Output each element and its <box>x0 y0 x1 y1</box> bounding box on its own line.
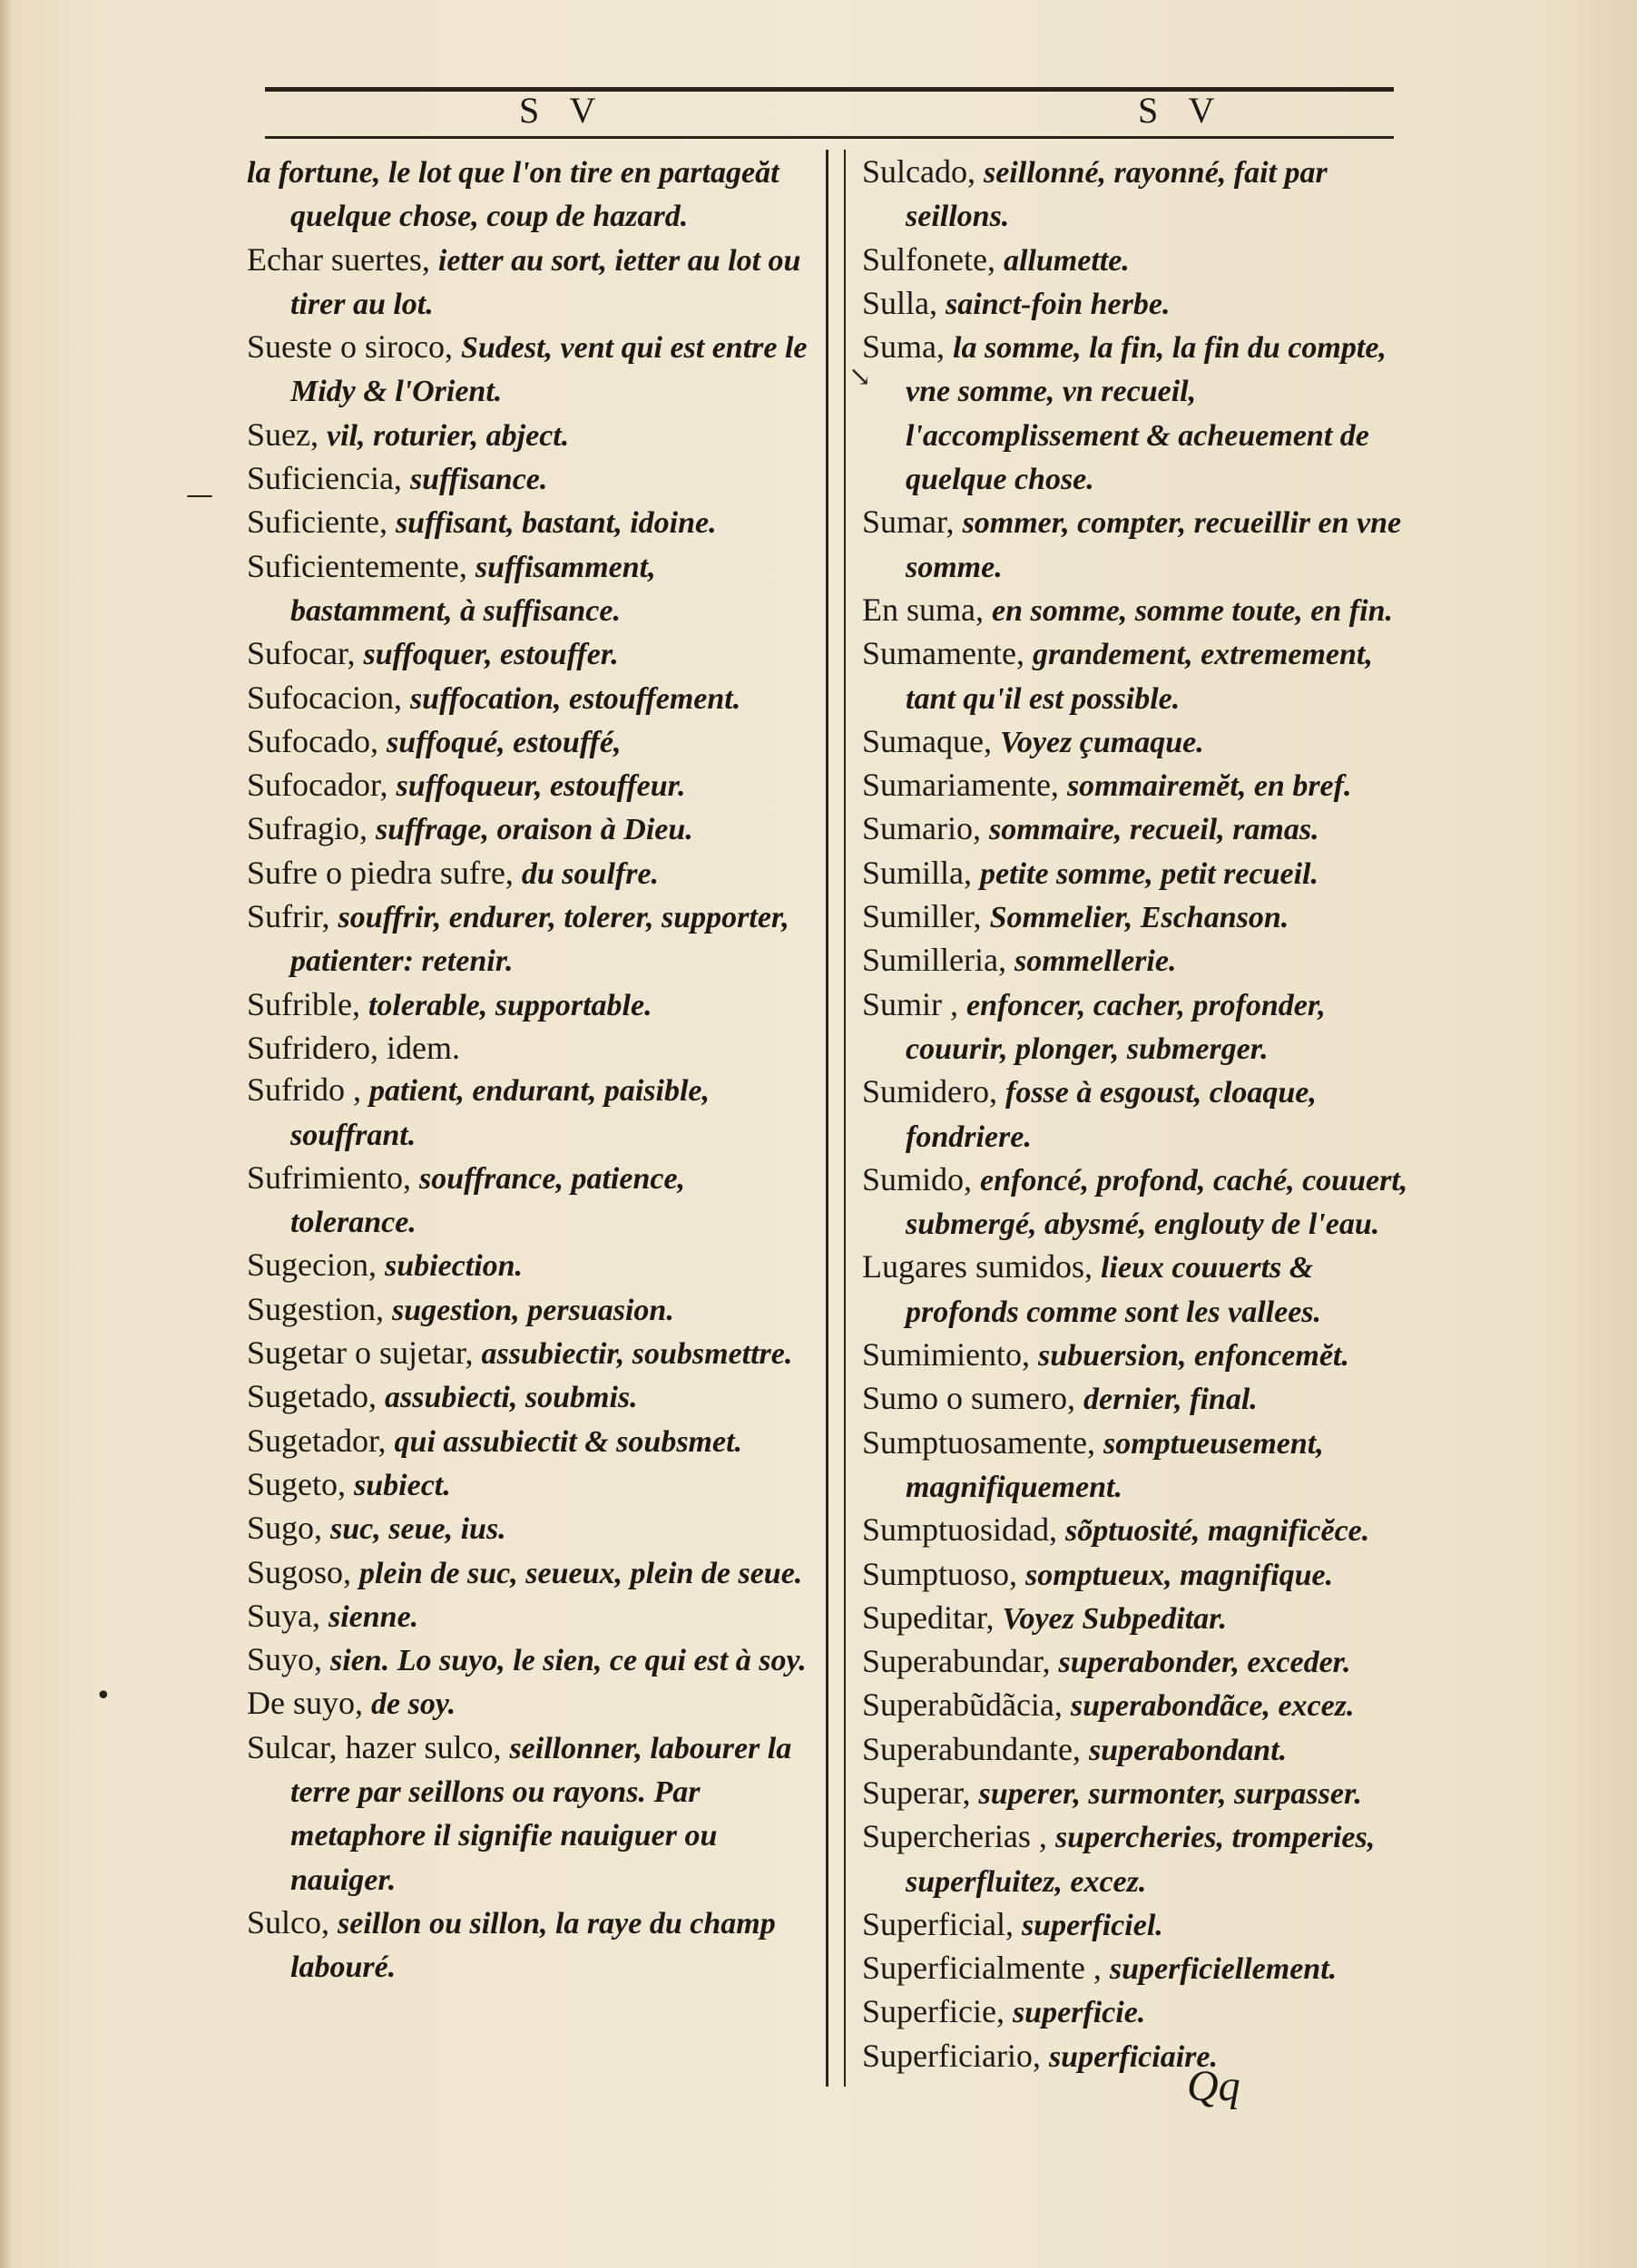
entry-headword: Sumamente, <box>862 635 1024 672</box>
entry-gloss: souffrance, patience, tolerance. <box>290 1161 686 1240</box>
entry-gloss: enfoncer, cacher, profonder, couurir, plonger, submerger. <box>906 988 1326 1066</box>
entry-gloss: sienne. <box>328 1599 419 1634</box>
entry-gloss: assubiecti, soubmis. <box>384 1381 638 1415</box>
entry-headword: Superficialmente , <box>862 1950 1102 1987</box>
dictionary-entry <box>862 1903 1420 1947</box>
entry-headword: Suma, <box>862 328 946 366</box>
entry-gloss: de soy. <box>371 1687 456 1722</box>
entry-headword: Sumilla, <box>862 854 973 891</box>
entry-gloss: plein de suc, seueux, plein de seue. <box>359 1556 803 1590</box>
dictionary-entry <box>247 1027 809 1069</box>
entry-gloss: suc, seue, ius. <box>330 1512 506 1547</box>
dictionary-entry <box>862 1334 1420 1377</box>
entry-gloss: Voyez Subpeditar. <box>1002 1601 1228 1636</box>
entry-gloss: seillonner, labourer la terre par seillons ou rayons. Par metaphore il signifie nauiguer ou nauiger. <box>290 1731 792 1897</box>
entry-headword: Sugetador, <box>247 1422 387 1459</box>
entry-gloss: superficiel. <box>1021 1908 1163 1942</box>
entry-headword: Sugecion, <box>247 1246 377 1284</box>
entry-headword: Sugestion, <box>247 1290 385 1327</box>
entry-headword: Sugetado, <box>247 1378 377 1415</box>
dictionary-entry <box>862 632 1420 720</box>
entry-headword: Suficiencia, <box>247 460 402 497</box>
dictionary-entry <box>247 677 809 720</box>
entry-headword: Sumar, <box>862 503 955 541</box>
running-head-left: S V <box>519 90 607 131</box>
entry-gloss: sommairemĕt, en bref. <box>1066 769 1352 804</box>
dictionary-entry <box>247 1595 809 1638</box>
entry-gloss: somptueux, magnifique. <box>1025 1558 1334 1592</box>
dictionary-entry <box>862 1597 1420 1640</box>
dictionary-entry <box>862 1509 1420 1552</box>
dictionary-entry <box>247 326 809 414</box>
entry-gloss: sommaire, recueil, ramas. <box>989 813 1319 847</box>
entry-gloss: seillonné, rayonné, fait par seillons. <box>906 156 1328 234</box>
entry-headword: Suficientemente, <box>247 547 467 584</box>
dictionary-entry <box>247 1463 809 1507</box>
dictionary-entry <box>862 1772 1420 1815</box>
entry-headword: Sumir , <box>862 985 959 1022</box>
entry-gloss: suffisant, bastant, idoine. <box>395 506 717 541</box>
entry-headword: Sumptuoso, <box>862 1555 1018 1592</box>
entry-headword: Sufrido , <box>247 1071 361 1109</box>
dictionary-entry <box>862 1947 1420 1990</box>
dictionary-entry <box>247 1069 809 1157</box>
dictionary-entry <box>862 589 1420 632</box>
dictionary-entry <box>247 1288 809 1332</box>
margin-tick-mark: ↘ <box>848 361 872 393</box>
entry-headword: Sugeto, <box>247 1465 347 1502</box>
dictionary-entry <box>862 282 1420 326</box>
margin-dot-mark: • <box>95 1680 112 1712</box>
entry-gloss: ietter au sort, ietter au lot ou tirer au lot. <box>290 243 801 321</box>
entry-headword: Sumaque, <box>862 722 992 759</box>
dictionary-entry <box>247 807 809 851</box>
entry-headword: Sugoso, <box>247 1553 352 1590</box>
entry-gloss: superficie. <box>1012 1996 1146 2030</box>
entry-headword: Sufocado, <box>247 722 378 759</box>
entry-gloss: suffoqueur, estouffeur. <box>396 769 686 804</box>
running-head-right: S V <box>1138 90 1226 131</box>
entry-gloss: Sommelier, Eschanson. <box>989 901 1289 935</box>
entry-headword: Superabũdãcia, <box>862 1686 1063 1724</box>
entry-headword: Sumo o sumero, <box>862 1380 1076 1417</box>
dictionary-entry <box>247 720 809 764</box>
entry-headword: Suficiente, <box>247 503 387 541</box>
entry-headword: Sulcado, <box>862 153 975 190</box>
entry-headword: Sumiller, <box>862 898 982 935</box>
entry-gloss: superer, surmonter, surpasser. <box>978 1776 1362 1811</box>
dictionary-entry <box>247 1638 809 1682</box>
dictionary-entry <box>862 895 1420 939</box>
entry-gloss: superabondant. <box>1088 1733 1288 1767</box>
dictionary-entry <box>247 1682 809 1725</box>
entry-gloss: sommellerie. <box>1014 944 1177 979</box>
dictionary-entry <box>247 1551 809 1595</box>
dictionary-entry <box>862 501 1420 589</box>
right-column <box>862 151 1420 2078</box>
entry-headword: Sumario, <box>862 810 981 847</box>
entry-gloss: Voyez çumaque. <box>999 725 1204 759</box>
catchword: Qq <box>1187 2062 1240 2110</box>
entry-headword: Sulfonete, <box>862 240 995 278</box>
entry-gloss: patient, endurant, paisible, souffrant. <box>290 1074 710 1152</box>
dictionary-entry <box>247 1420 809 1463</box>
entry-headword: De suyo, <box>247 1685 363 1722</box>
dictionary-entry <box>862 1815 1420 1903</box>
entry-headword: Sumptuosamente, <box>862 1423 1095 1461</box>
entry-gloss: sainct-foin herbe. <box>946 287 1171 321</box>
entry-gloss: Sudest, vent qui est entre le Midy & l'Orient. <box>290 331 808 409</box>
entry-headword: Sulla, <box>862 284 938 321</box>
dictionary-entry <box>247 852 809 895</box>
margin-dash-mark: — <box>186 479 213 511</box>
dictionary-entry <box>862 1640 1420 1684</box>
entry-headword: Sulcar, hazer sulco, <box>247 1728 502 1765</box>
entry-headword: Superabundante, <box>862 1730 1081 1767</box>
dictionary-entry <box>862 1070 1420 1158</box>
entry-gloss: sõptuosité, magnificĕce. <box>1065 1514 1370 1549</box>
entry-gloss: enfoncé, profond, caché, couuert, submergé, abysmé, englouty de l'eau. <box>906 1163 1408 1242</box>
dictionary-entry <box>247 151 809 239</box>
entry-headword: Sumidero, <box>862 1073 997 1110</box>
entry-headword: Sumariamente, <box>862 767 1059 804</box>
entry-gloss: grandement, extremement, tant qu'il est possible. <box>906 638 1373 716</box>
dictionary-entry <box>247 632 809 676</box>
dictionary-entry <box>862 1246 1420 1334</box>
entry-headword: Sufocacion, <box>247 679 402 716</box>
entry-gloss: assubiectir, soubsmettre. <box>481 1337 793 1372</box>
dictionary-entry <box>862 2035 1420 2078</box>
entry-headword: Sumptuosidad, <box>862 1511 1058 1549</box>
dictionary-entry <box>862 239 1420 282</box>
dictionary-entry <box>862 1422 1420 1510</box>
entry-headword: Sufocador, <box>247 767 388 804</box>
dictionary-entry <box>862 720 1420 764</box>
entry-headword: Superficiario, <box>862 2037 1041 2074</box>
dictionary-entry <box>862 1728 1420 1772</box>
entry-headword: Sufrir, <box>247 898 330 935</box>
column-divider-inner <box>844 150 846 2087</box>
entry-gloss: tolerable, supportable. <box>368 988 652 1022</box>
dictionary-entry <box>247 457 809 501</box>
dictionary-entry <box>862 939 1420 982</box>
dictionary-entry <box>862 1158 1420 1246</box>
entry-gloss: qui assubiectit & soubsmet. <box>394 1424 743 1459</box>
entry-gloss: suffocation, estouffement. <box>409 681 741 716</box>
dictionary-entry <box>247 239 809 327</box>
dictionary-entry <box>247 1507 809 1550</box>
dictionary-entry <box>862 151 1420 239</box>
entry-headword: Sugo, <box>247 1510 323 1547</box>
dictionary-entry <box>247 545 809 633</box>
entry-gloss: suffoquer, estouffer. <box>363 638 619 672</box>
entry-gloss: du soulfre. <box>521 856 660 891</box>
entry-gloss: superabondãce, excez. <box>1070 1689 1355 1724</box>
dictionary-entry <box>862 807 1420 851</box>
entry-gloss: subuersion, enfoncemĕt. <box>1038 1339 1349 1374</box>
entry-gloss: sugestion, persuasion. <box>392 1293 674 1327</box>
entry-gloss: en somme, somme toute, en fin. <box>991 593 1393 628</box>
dictionary-entry <box>862 1553 1420 1597</box>
dictionary-entry <box>862 1684 1420 1727</box>
entry-headword: Supercherias , <box>862 1818 1047 1855</box>
entry-headword: Sufragio, <box>247 810 368 847</box>
entry-gloss: dernier, final. <box>1083 1383 1258 1417</box>
entry-gloss: supercheries, tromperies, superfluitez, excez. <box>906 1821 1376 1899</box>
entry-headword: Superficial, <box>862 1905 1014 1942</box>
entry-gloss: allumette. <box>1003 243 1130 278</box>
entry-gloss: lieux couuerts & profonds comme sont les vallees. <box>906 1251 1322 1329</box>
entry-headword: Suya, <box>247 1597 320 1634</box>
entry-headword: Supeditar, <box>862 1598 995 1636</box>
entry-headword: Suez, <box>247 415 319 453</box>
entry-gloss: fosse à esgoust, cloaque, fondriere. <box>906 1076 1317 1154</box>
left-column <box>247 151 809 1989</box>
entry-gloss: souffrir, endurer, tolerer, supporter, patienter: retenir. <box>290 901 789 979</box>
entry-gloss: superabonder, exceder. <box>1058 1646 1351 1680</box>
dictionary-entry <box>247 1726 809 1901</box>
entry-headword: Sufrimiento, <box>247 1158 411 1196</box>
dictionary-entry <box>247 1901 809 1989</box>
dictionary-entry <box>247 414 809 457</box>
entry-headword: Sulco, <box>247 1903 330 1941</box>
dictionary-entry <box>247 1375 809 1419</box>
entry-gloss: somptueusement, magnifiquement. <box>906 1426 1324 1504</box>
entry-gloss: la somme, la fin, la fin du compte, vne somme, vn recueil, l'accomplissement & acheuement de quelque chose. <box>906 331 1387 497</box>
entry-gloss: petite somme, petit recueil. <box>980 856 1318 891</box>
entry-headword: Lugares sumidos, <box>862 1248 1093 1286</box>
entry-gloss: seillon ou sillon, la raye du champ labouré. <box>290 1906 776 1985</box>
dictionary-entry <box>247 895 809 983</box>
dictionary-entry <box>247 764 809 807</box>
entry-headword: Superar, <box>862 1774 971 1811</box>
dictionary-entry <box>247 983 809 1027</box>
entry-gloss: subiect. <box>354 1468 451 1502</box>
dictionary-entry <box>247 1244 809 1287</box>
entry-headword: Superabundar, <box>862 1643 1051 1680</box>
entry-headword: Suyo, <box>247 1641 323 1678</box>
dictionary-entry <box>862 1377 1420 1421</box>
dictionary-entry <box>862 983 1420 1071</box>
entry-headword: Sumido, <box>862 1160 973 1198</box>
dictionary-entry <box>862 1990 1420 2034</box>
entry-headword: Sufocar, <box>247 635 356 672</box>
entry-headword: Superficie, <box>862 1993 1005 2030</box>
entry-gloss: sien. Lo suyo, le sien, ce qui est à soy. <box>330 1644 807 1678</box>
entry-gloss: superficiaire. <box>1048 2039 1218 2074</box>
dictionary-entry <box>862 326 1420 501</box>
entry-headword: Sufrible, <box>247 985 360 1022</box>
entry-gloss: superficiellement. <box>1109 1952 1338 1987</box>
entry-headword: En suma, <box>862 591 984 628</box>
dictionary-entry <box>247 1332 809 1375</box>
entry-gloss: vil, roturier, abject. <box>326 418 570 453</box>
entry-gloss: suffoqué, estouffé, <box>386 725 622 759</box>
column-divider <box>826 150 828 2087</box>
entry-gloss: suffisamment, bastamment, à suffisance. <box>290 550 656 628</box>
entry-gloss: suffisance. <box>409 463 548 497</box>
entry-headword: Echar suertes, <box>247 240 430 278</box>
dictionary-entry <box>862 764 1420 807</box>
entry-headword: Sumimiento, <box>862 1336 1031 1374</box>
entry-headword: Sueste o siroco, <box>247 328 453 366</box>
entry-headword: Sufre o piedra sufre, <box>247 854 514 891</box>
entry-headword: Sufridero, idem. <box>247 1029 460 1066</box>
page-gutter-shadow <box>0 0 13 2268</box>
dictionary-entry <box>862 852 1420 895</box>
entry-gloss: sommer, compter, recueillir en vne somme. <box>906 506 1402 584</box>
entry-gloss: suffrage, oraison à Dieu. <box>375 813 693 847</box>
entry-gloss: la fortune, le lot que l'on tire en partageăt quelque chose, coup de hazard. <box>247 156 779 234</box>
entry-headword: Sumilleria, <box>862 942 1006 979</box>
entry-gloss: subiection. <box>384 1249 524 1284</box>
entry-headword: Sugetar o sujetar, <box>247 1334 474 1372</box>
header-bottom-rule <box>265 136 1394 139</box>
dictionary-entry <box>247 501 809 544</box>
dictionary-entry <box>247 1157 809 1245</box>
